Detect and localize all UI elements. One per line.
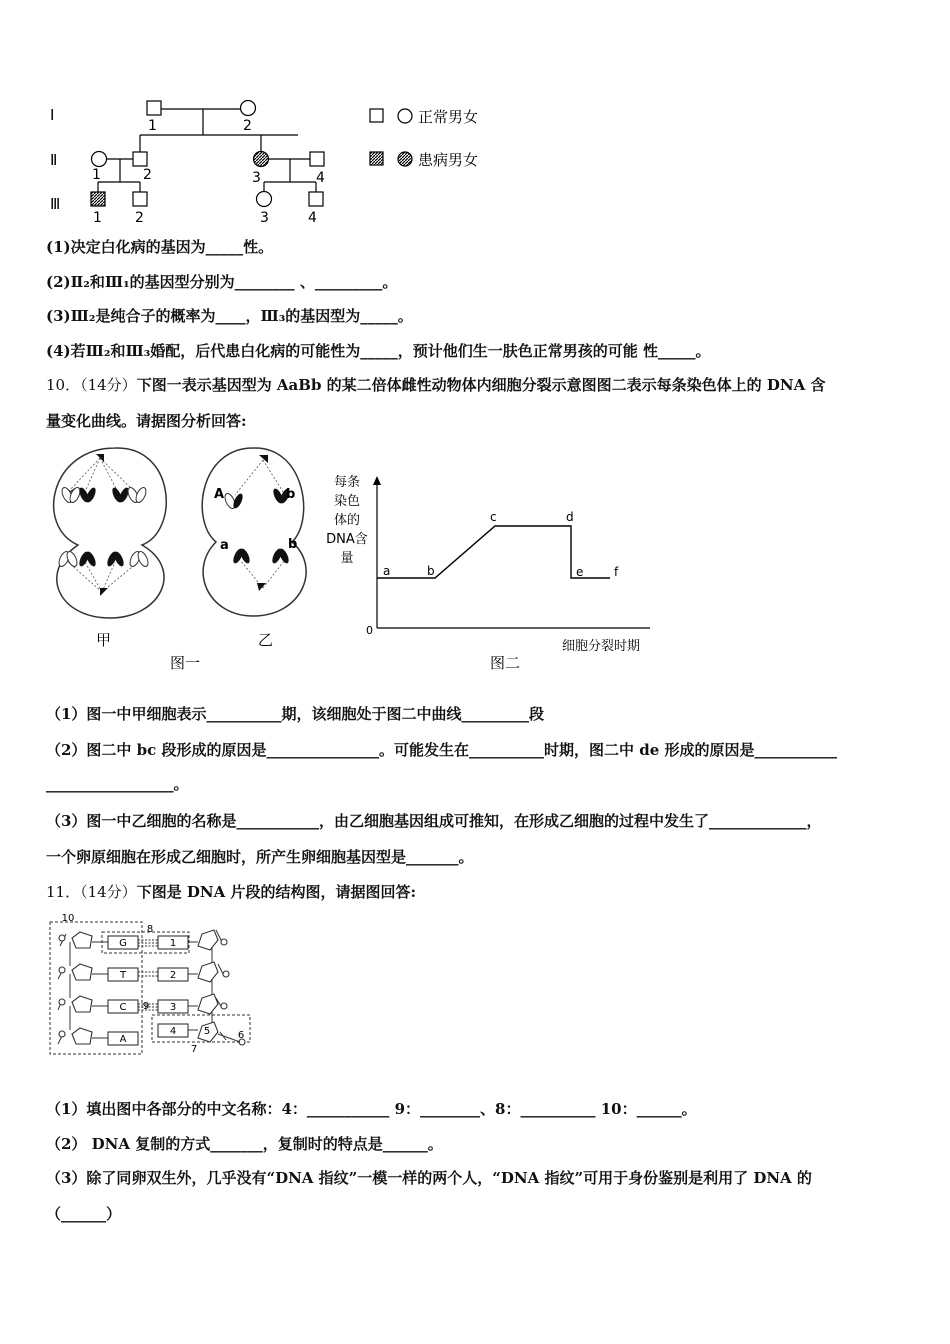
pedigree-male-normal bbox=[133, 152, 147, 166]
base-4: 4 bbox=[169, 1026, 177, 1037]
pedigree-female-normal bbox=[257, 192, 272, 207]
label-6: 6 bbox=[237, 1030, 245, 1041]
legend-normal-label: 正常男女 bbox=[418, 108, 479, 126]
label-II4: 4 bbox=[316, 170, 325, 186]
q10-number: 10．（14分） bbox=[46, 376, 137, 394]
q11-part-1: （1）填出图中各部分的中文名称：4：___________ 9：________、8：__________ 10：______。 bbox=[46, 1100, 697, 1118]
label-5: 5 bbox=[203, 1026, 211, 1037]
pedigree-legend bbox=[366, 104, 506, 174]
y-label-line-5: 量 bbox=[340, 551, 354, 566]
q9-line-2: (2)Ⅱ₂和Ⅲ₁的基因型分别为________ 、_________。 bbox=[46, 273, 398, 291]
legend-affected-label: 患病男女 bbox=[418, 151, 479, 169]
q10-part-1: （1）图一中甲细胞表示__________期，该细胞处于图二中曲线_________段 bbox=[46, 705, 544, 723]
base-T: T bbox=[119, 970, 127, 981]
label-I1: 1 bbox=[148, 118, 157, 134]
pedigree-female-affected bbox=[254, 152, 269, 167]
base-A: A bbox=[119, 1034, 127, 1045]
label-II2: 2 bbox=[143, 167, 152, 183]
label-I2: 2 bbox=[243, 118, 252, 134]
deoxyribose-icon bbox=[198, 994, 218, 1014]
cell-jia-label: 甲 bbox=[96, 631, 112, 649]
y-label-line-3: 体的 bbox=[333, 513, 361, 528]
deoxyribose-icon bbox=[72, 1028, 92, 1044]
point-f-label: f bbox=[614, 565, 619, 579]
label-III1: 1 bbox=[93, 210, 102, 226]
q11-part-3-line-1: （3）除了同卵双生外，几乎没有“DNA 指纹”一模一样的两个人，“DNA 指纹”可用于身份鉴别是利用了 DNA 的 bbox=[46, 1169, 812, 1187]
y-label-line-4: DNA含 bbox=[326, 532, 368, 547]
label-10: 10 bbox=[61, 913, 75, 924]
legend-male-affected-icon bbox=[370, 152, 383, 165]
y-label-line-2: 染色 bbox=[333, 494, 361, 509]
legend-female-affected-icon bbox=[398, 152, 412, 166]
q9-line-3: (3)Ⅲ₂是纯合子的概率为____，Ⅲ₃的基因型为_____。 bbox=[46, 307, 413, 325]
q10-part-2-line-1: （2）图二中 bc 段形成的原因是_______________。可能发生在__________时期，图二中 de 形成的原因是___________ bbox=[46, 741, 837, 759]
q10-stem-line-2: 量变化曲线。请据图分析回答: bbox=[46, 412, 247, 430]
figure-2-dna-curve bbox=[320, 470, 660, 680]
pedigree-chart bbox=[40, 92, 350, 232]
label-II3: 3 bbox=[252, 170, 261, 186]
label-9: 9 bbox=[142, 1001, 150, 1012]
deoxyribose-icon bbox=[198, 930, 218, 950]
label-7: 7 bbox=[190, 1044, 198, 1055]
allele-b-label-bottom: b bbox=[288, 537, 298, 552]
pedigree-male-normal bbox=[133, 192, 147, 206]
cell-yi-label: 乙 bbox=[258, 631, 274, 649]
deoxyribose-icon bbox=[72, 932, 92, 948]
x-axis-label: 细胞分裂时期 bbox=[562, 639, 641, 654]
label-III3: 3 bbox=[260, 210, 269, 226]
pedigree-female-normal bbox=[241, 101, 256, 116]
deoxyribose-icon bbox=[72, 996, 92, 1012]
point-e-label: e bbox=[576, 565, 584, 579]
pedigree-male-normal bbox=[309, 192, 323, 206]
gen-label-I: Ⅰ bbox=[50, 106, 55, 124]
q10-part-2-line-2: _________________。 bbox=[46, 775, 189, 793]
gen-label-II: Ⅱ bbox=[50, 151, 58, 169]
dna-structure-diagram bbox=[44, 912, 259, 1062]
allele-b-label-top: b bbox=[286, 487, 296, 502]
figure-1-cell-division bbox=[40, 440, 330, 680]
gen-label-III: Ⅲ bbox=[50, 195, 61, 213]
legend-female-normal-icon bbox=[398, 109, 412, 123]
q9-line-1: (1)决定白化病的基因为_____性。 bbox=[46, 238, 274, 256]
q10-stem-line-1 bbox=[46, 374, 825, 395]
base-3: 3 bbox=[169, 1002, 177, 1013]
allele-A-label: A bbox=[214, 487, 225, 502]
q10-stem-1: 下图一表示基因型为 AaBb 的某二倍体雌性动物体内细胞分裂示意图图二表示每条染色体上的 DNA 含 bbox=[136, 376, 826, 394]
base-C: C bbox=[119, 1002, 127, 1013]
q11-part-3-line-2: （______） bbox=[46, 1205, 122, 1223]
label-III4: 4 bbox=[308, 210, 317, 226]
q10-part-3-line-1: （3）图一中乙细胞的名称是___________，由乙细胞基因组成可推知，在形成乙细胞的过程中发生了_____________， bbox=[46, 812, 822, 830]
label-III2: 2 bbox=[135, 210, 144, 226]
q11-stem bbox=[46, 881, 416, 902]
deoxyribose-icon bbox=[198, 962, 218, 982]
point-c-label: c bbox=[490, 510, 497, 524]
base-G: G bbox=[119, 938, 127, 949]
q11-part-2: （2） DNA 复制的方式_______，复制时的特点是______。 bbox=[46, 1135, 443, 1153]
deoxyribose-icon bbox=[72, 964, 92, 980]
allele-a-label: a bbox=[220, 538, 229, 553]
y-label-line-1: 每条 bbox=[333, 475, 361, 490]
label-II1: 1 bbox=[92, 167, 101, 183]
base-2: 2 bbox=[169, 970, 177, 981]
cell-yi-outline bbox=[202, 448, 306, 616]
pedigree-male-normal bbox=[147, 101, 161, 115]
point-a-label: a bbox=[383, 564, 391, 578]
q9-line-4: (4)若Ⅲ₂和Ⅲ₃婚配，后代患白化病的可能性为_____，预计他们生一肤色正常男孩的可能 性_____。 bbox=[46, 342, 711, 360]
pedigree-male-affected bbox=[91, 192, 105, 206]
label-8: 8 bbox=[146, 924, 154, 935]
point-b-label: b bbox=[427, 564, 435, 578]
q11-stem-text: 下图是 DNA 片段的结构图，请据图回答: bbox=[136, 883, 417, 901]
point-d-label: d bbox=[566, 510, 574, 524]
figure-1-caption: 图一 bbox=[170, 654, 201, 672]
pedigree-male-normal bbox=[310, 152, 324, 166]
legend-male-normal-icon bbox=[370, 109, 383, 122]
q11-number: 11．（14分） bbox=[46, 883, 137, 901]
y-axis-arrow-icon bbox=[373, 476, 381, 485]
origin-label: 0 bbox=[366, 624, 373, 637]
q10-part-3-line-2: 一个卵原细胞在形成乙细胞时，所产生卵细胞基因型是_______。 bbox=[46, 848, 474, 866]
cell-jia-outline bbox=[54, 448, 167, 618]
figure-2-caption: 图二 bbox=[490, 654, 521, 672]
pedigree-female-normal bbox=[92, 152, 107, 167]
base-1: 1 bbox=[169, 938, 177, 949]
